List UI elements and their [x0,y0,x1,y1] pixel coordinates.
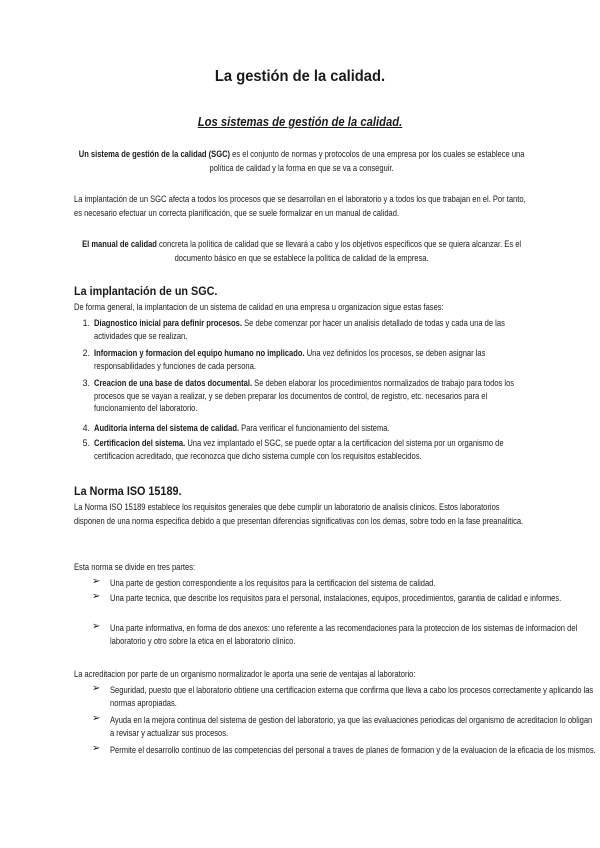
arrow-bullet-icon: ➢ [92,683,101,694]
list-item-text: Una parte tecnica, que describe los requisitos para el personal, instalaciones, equipos, procedimientos, garantia de calidad e informes. [110,593,562,603]
list-item-text: Se deben elaborar los procedimientos normalizados de trabajo para todos los procesos que se vayan a realizar, y se deben preparar los documentos de control, de registro, etc. necesarios para el funcionamiento del laboratorio. [94,378,515,414]
list-number: 3. [82,378,90,388]
list-item-text: Seguridad, puesto que el laboratorio obtiene una certificacion externa que confirma que lleva a cabo los procesos correctamente y aplicando las normas apropiadas. [110,685,594,708]
arrow-bullet-icon: ➢ [92,576,101,587]
intro-paragraph-sgc [78,148,525,175]
arrow-bullet-icon: ➢ [92,621,101,632]
manual-definition: concreta la política de calidad que se llevará a cabo y los objetivos especificos que se quiera alcanzar. Es el documento básico en que se establece la política de calidad de la empresa. [156,239,522,263]
intro-paragraph-implantation: La implantación de un SGC afecta a todos los procesos que se desarrollan en el laboratorio y a todos los que trabajan en el. Por tanto, es necesario efectuar un correcta planificación, que se suele formalizar en un manual de calidad. [74,194,526,218]
arrow-bullet-icon: ➢ [92,713,101,724]
list-item-text: Permite el desarrollo continuo de las competencias del personal a traves de planes de formacion y de la evaluacion de la eficacia de los mismos. [110,745,596,755]
list-item-title: Informacion y formacion del equipo humano no implicado. [94,348,305,358]
section-lead-implantation: De forma general, la implantacion de un sistema de calidad en una empresa u organizacion sigue estas fases: [74,302,444,312]
sgc-term: Un sistema de gestión de la calidad (SGC) [78,149,231,159]
list-item-title: Certificacion del sistema. [94,438,186,448]
list-item-title: Auditoria interna del sistema de calidad. [94,423,240,433]
list-number: 1. [82,318,90,328]
list-number: 2. [82,348,90,358]
list-number: 4. [82,423,90,433]
sgc-definition: es el conjunto de normas y protocolos de una empresa por los cuales se establece una política de calidad y la forma en que se va a conseguir. [209,149,525,173]
arrow-bullet-icon: ➢ [92,591,101,602]
page-subtitle: Los sistemas de gestión de la calidad. [197,115,403,129]
manual-term: El manual de calidad [82,239,157,249]
list-item-text: Una vez definidos los procesos, se deben asignar las responsabilidades y funciones de cada persona. [94,348,486,371]
list-number: 5. [82,438,90,448]
list-item-title: Diagnostico inicial para definir procesos. [94,318,242,328]
section-lead-iso: La Norma ISO 15189 establece los requisitos generales que debe cumplir un laboratorio de analisis clinicos. Estos laboratorios disponen de una norma especifica debido a que presentan diferencias significativas con los demas, sobre todo en la fase preanalitica. [74,502,524,526]
list-item-title: Creacion de una base de datos documental. [94,378,253,388]
list-item-text: Una parte informativa, en forma de dos anexos: uno referente a las recomendaciones para la proteccion de los sistemas de informacion del laboratorio y otro sobre la etica en el laboratorio clinico. [110,623,578,646]
section-heading-implantation: La implantación de un SGC. [74,284,218,298]
section-heading-iso: La Norma ISO 15189. [74,484,182,498]
list-item-text: Se debe comenzar por hacer un analisis detallado de todas y cada una de las actividades que se realizan. [94,318,505,341]
list-item-text: Una parte de gestion correspondiente a los requisitos para la certificacion del sistema de calidad. [110,578,436,588]
arrow-bullet-icon: ➢ [92,743,101,754]
parts-lead: Esta norma se divide en tres partes: [74,562,196,572]
list-item-text: Ayuda en la mejora continua del sistema de gestion del laboratorio, ya que las evaluaciones periodicas del organismo de acreditacion lo obligan a revisar y actualizar sus procesos. [110,715,593,738]
list-item-text: Una vez implantado el SGC, se puede optar a la certificacion del sistema por un organismo de certificacion acreditado, que reconozca que dicho sistema cumple con los requisitos establecidos. [94,438,504,461]
advantages-lead: La acreditacion por parte de un organismo normalizador le aporta una serie de ventajas al laboratorio: [74,669,416,679]
page-title: La gestión de la calidad. [214,68,386,85]
list-item-text: Para verificar el funcionamiento del sistema. [239,423,390,433]
intro-paragraph-manual [78,238,525,265]
